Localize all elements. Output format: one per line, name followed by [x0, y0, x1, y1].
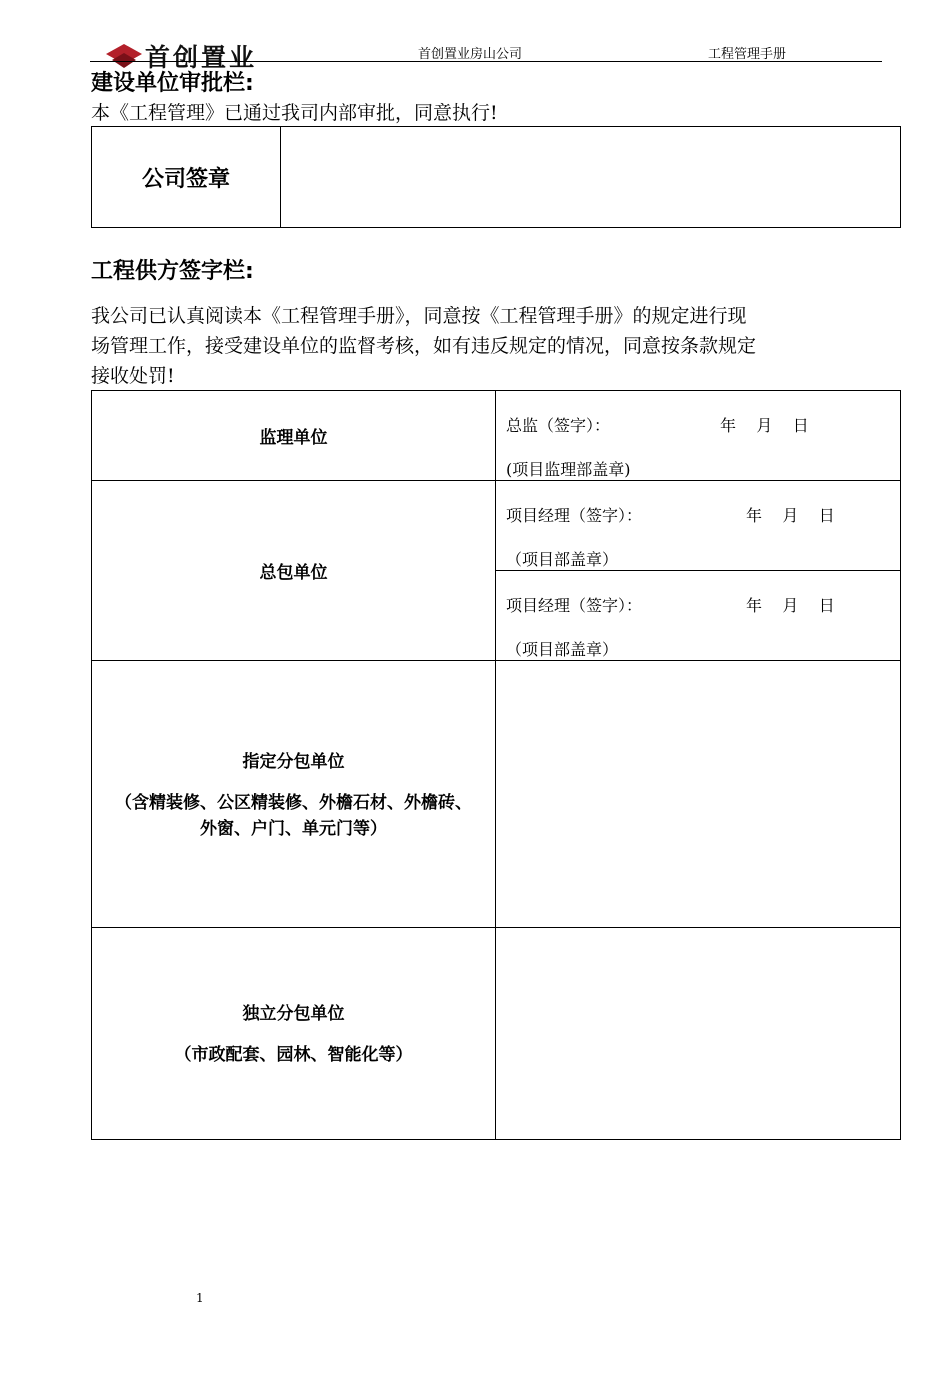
designated-sign-area	[496, 661, 901, 928]
manager-date: 年 月 日	[746, 596, 835, 615]
supervisor-sign-label: 总监（签字）：	[506, 416, 611, 435]
designated-subcontractor-label: 指定分包单位	[242, 751, 345, 772]
manager-date: 年 月 日	[746, 506, 835, 525]
supplier-title: 工程供方签字栏:	[91, 259, 254, 284]
designated-subcontractor-note: （含精装修、公区精装修、外檐石材、外檐砖、外窗、户门、单元门等）	[115, 792, 472, 839]
supervisor-label: 监理单位	[92, 391, 496, 481]
supplier-statement-line: 我公司已认真阅读本《工程管理手册》，同意按《工程管理手册》的规定进行现	[91, 305, 747, 327]
independent-sign-area	[496, 928, 901, 1140]
seal-area	[281, 127, 901, 228]
independent-subcontractor-note: （市政配套、园林、智能化等）	[174, 1045, 413, 1065]
approval-statement: 本《工程管理》已通过我司内部审批，同意执行!	[91, 102, 498, 124]
supplier-statement-line: 接收处罚!	[91, 365, 175, 387]
designated-subcontractor-cell	[92, 661, 496, 928]
project-seal: （项目部盖章）	[506, 550, 619, 569]
page-number: 1	[196, 1291, 204, 1305]
independent-subcontractor-cell	[92, 928, 496, 1140]
logo-text: 首创置业	[145, 43, 258, 72]
approval-table	[91, 126, 901, 228]
seal-label: 公司签章	[92, 127, 281, 228]
manager-sign-label: 项目经理（签字）：	[506, 506, 643, 525]
general-contractor-label: 总包单位	[92, 481, 496, 661]
project-seal: （项目部盖章）	[506, 640, 619, 659]
supervisor-date: 年 月 日	[720, 416, 809, 435]
independent-subcontractor-label: 独立分包单位	[242, 1004, 345, 1024]
general-sign-cell	[496, 571, 901, 661]
supplier-statement	[91, 301, 891, 391]
general-sign-cell	[496, 481, 901, 571]
header-divider	[90, 61, 882, 62]
supplier-statement-line: 场管理工作，接受建设单位的监督考核，如有违反规定的情况，同意按条款规定	[91, 335, 757, 357]
approval-title: 建设单位审批栏:	[91, 71, 254, 96]
supervisor-sign-cell	[496, 391, 901, 481]
signature-table	[91, 390, 901, 1140]
header-company: 首创置业房山公司	[418, 47, 523, 62]
header-manual-title: 工程管理手册	[708, 47, 787, 62]
supervisor-seal: (项目监理部盖章)	[506, 460, 631, 479]
manager-sign-label: 项目经理（签字）：	[506, 596, 643, 615]
